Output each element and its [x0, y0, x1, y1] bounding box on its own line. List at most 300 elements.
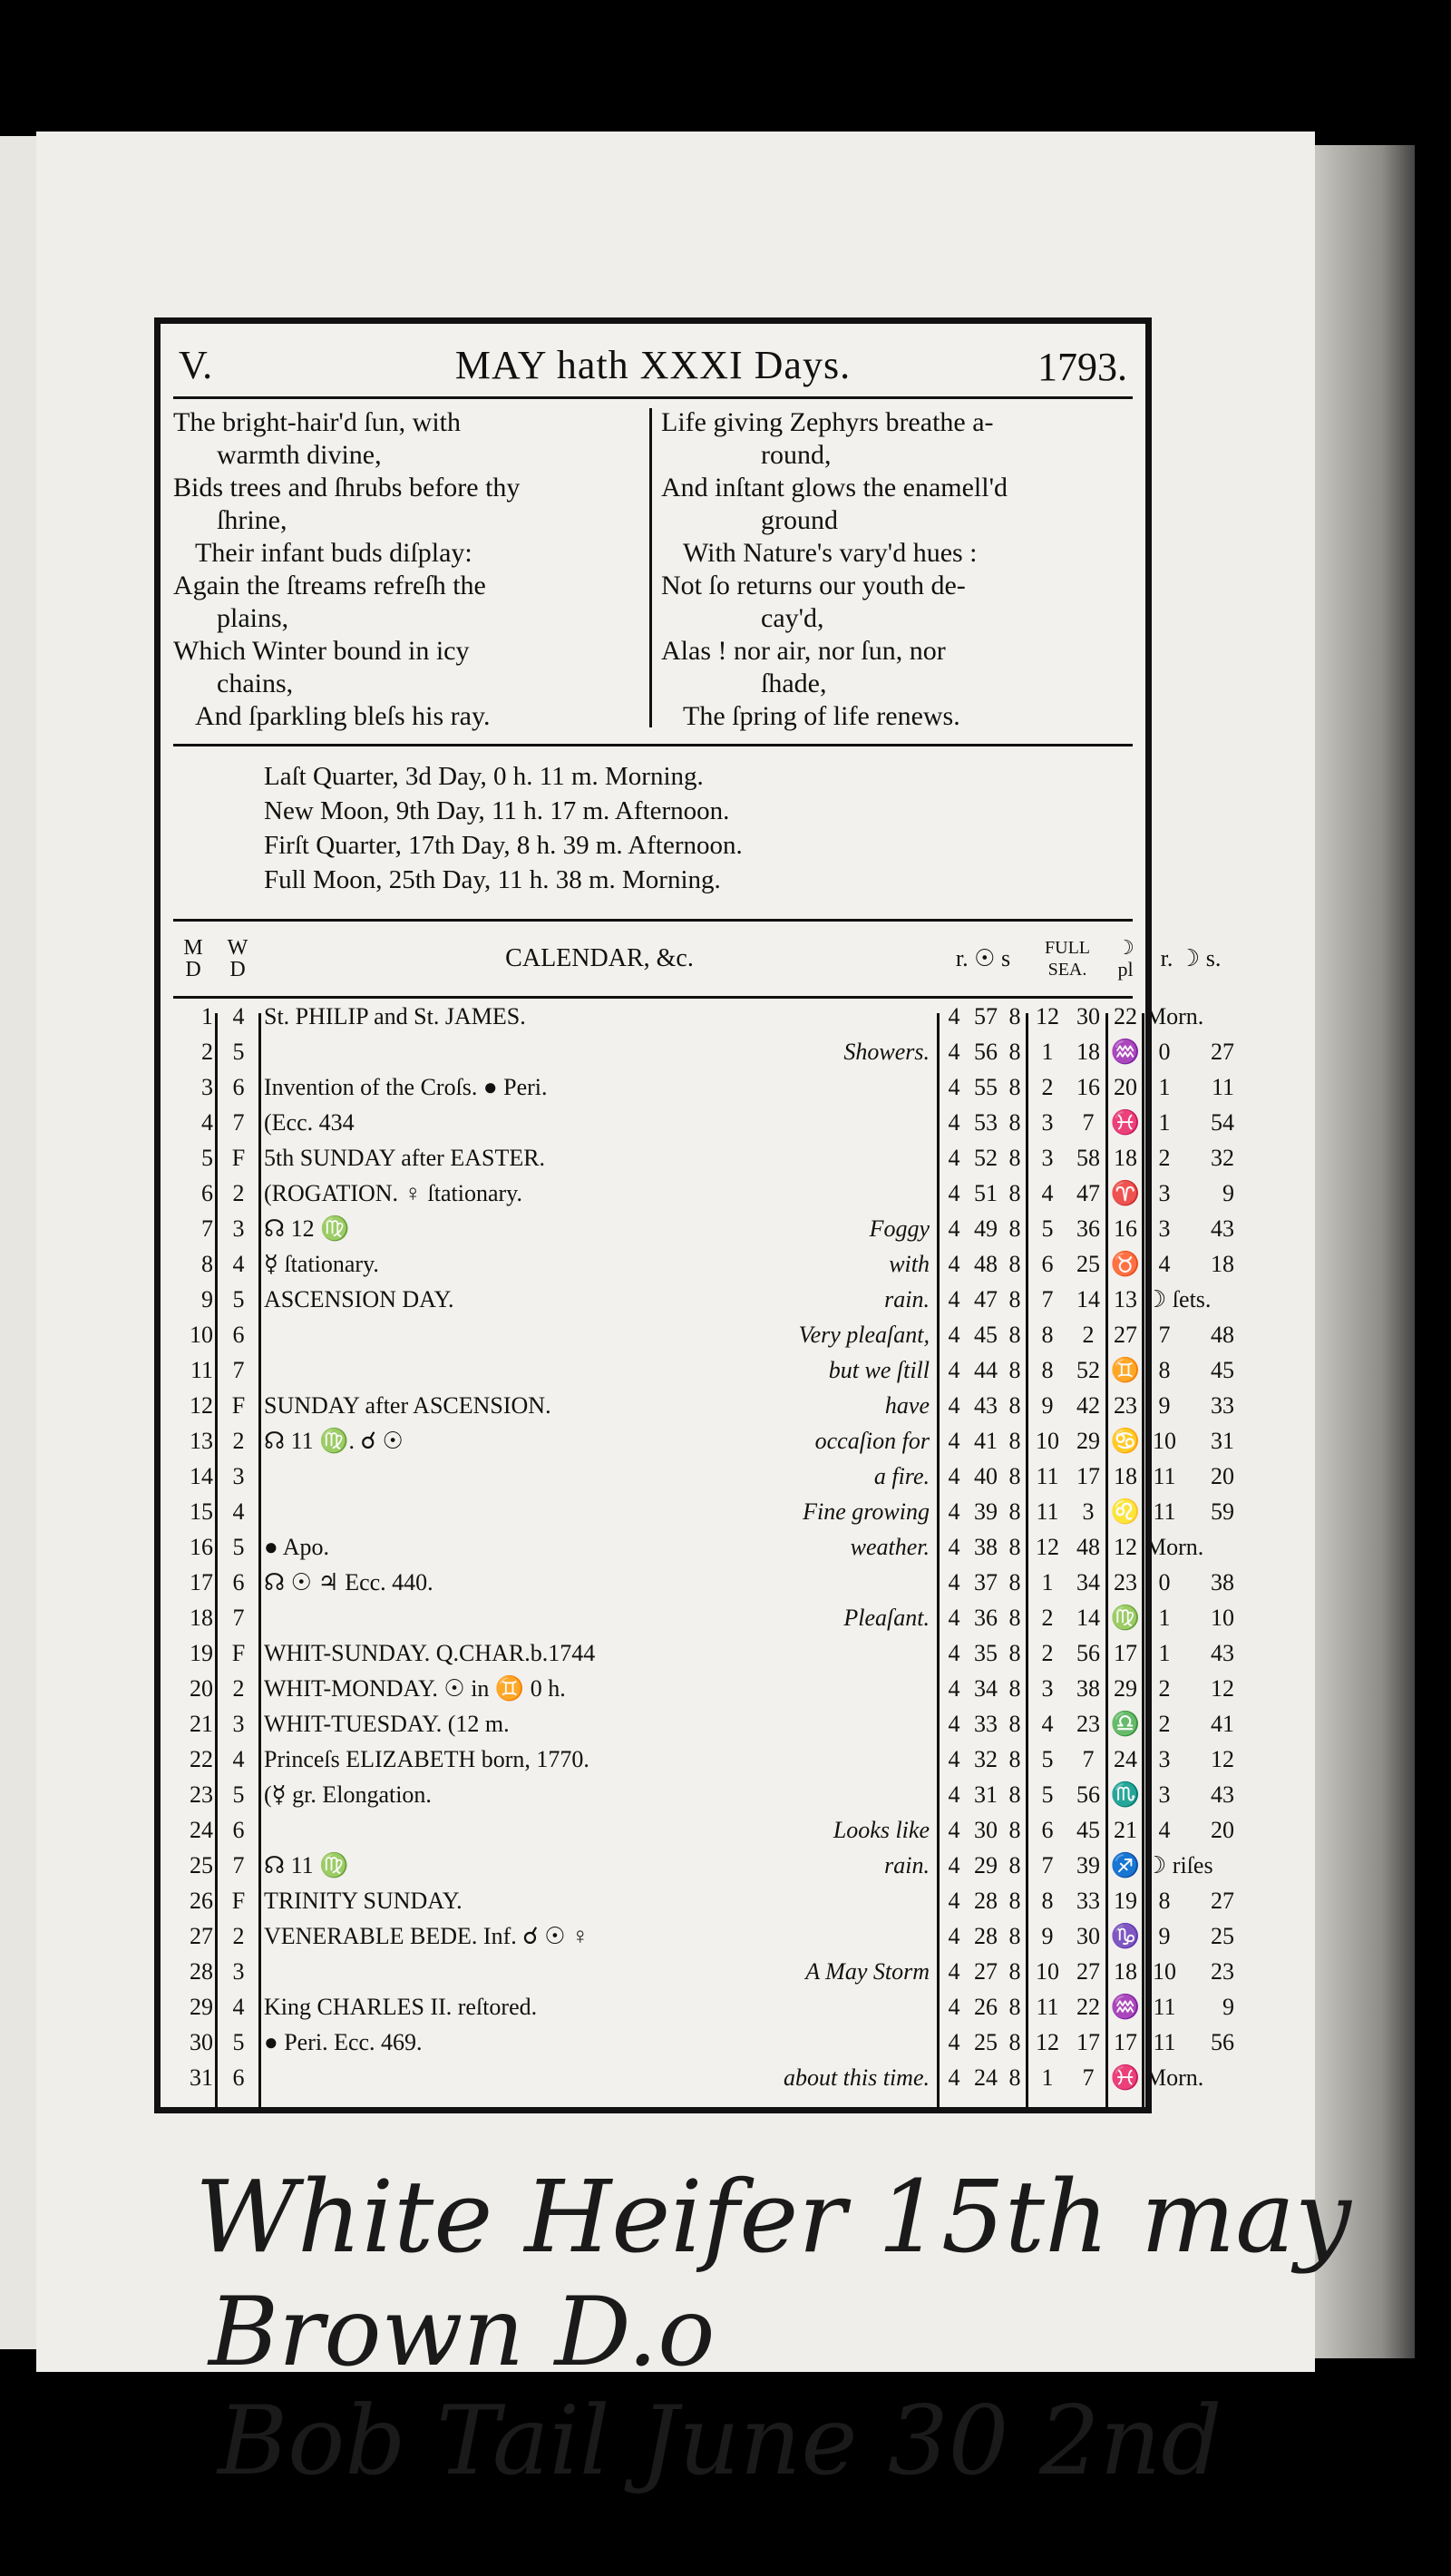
moon-rise-hour-cell: 3 [1158, 1746, 1171, 1772]
sunrise-hour-cell: 4 [948, 1888, 960, 1914]
event-text: Princeſs ELIZABETH born, 1770. [264, 1746, 589, 1772]
sunrise-minute-cell: 27 [974, 1958, 998, 1985]
month-day-cell: 6 [201, 1180, 213, 1206]
moon-place-cell: ♈ [1110, 1180, 1141, 1206]
col-header-month-day: M D [183, 936, 203, 981]
full-sea-minute-cell: 14 [1076, 1286, 1100, 1312]
moon-place-cell: ♌ [1110, 1498, 1141, 1525]
sunset-hour-cell: 8 [1008, 1675, 1021, 1702]
sunrise-minute-cell: 48 [974, 1251, 998, 1277]
event-cell [264, 1782, 935, 1808]
table-row [173, 1675, 1234, 1702]
poem-line: The ſpring of life renews. [683, 701, 960, 731]
week-day-cell: 6 [232, 1074, 245, 1100]
full-sea-hour-cell: 6 [1041, 1251, 1054, 1277]
col-header-week-day: W D [227, 936, 248, 981]
sunrise-minute-cell: 36 [974, 1605, 998, 1631]
moon-rise-minute-cell: 11 [1211, 1074, 1234, 1100]
moon-place-cell: 22 [1114, 1003, 1137, 1029]
handwritten-note: White Heifer 15th may [195, 2159, 1351, 2275]
moon-place-cell: 19 [1114, 1888, 1137, 1914]
week-day-cell: 7 [232, 1357, 245, 1383]
sunrise-minute-cell: 38 [974, 1534, 998, 1560]
sunrise-hour-cell: 4 [948, 1039, 960, 1065]
week-day-cell: 4 [232, 1994, 245, 2020]
sunrise-minute-cell: 34 [974, 1675, 998, 1702]
moon-place-cell: 20 [1114, 1074, 1137, 1100]
sunset-hour-cell: 8 [1008, 1357, 1021, 1383]
sunset-hour-cell: 8 [1008, 1003, 1021, 1029]
poem-left-column [173, 406, 640, 733]
sunrise-minute-cell: 28 [974, 1888, 998, 1914]
handwritten-note: Bob Tail June 30 2nd [218, 2386, 1222, 2496]
poem-line: And ſparkling bleſs his ray. [195, 701, 491, 731]
moon-rise-hour-cell: 8 [1158, 1357, 1171, 1383]
event-cell [264, 1641, 935, 1666]
table-row [173, 1180, 1234, 1206]
sunset-hour-cell: 8 [1008, 1923, 1021, 1949]
month-day-cell: 5 [201, 1145, 213, 1171]
full-sea-minute-cell: 39 [1076, 1852, 1100, 1878]
month-day-cell: 2 [201, 1039, 213, 1065]
moon-place-cell: ♋ [1110, 1428, 1141, 1454]
event-cell [264, 1676, 935, 1702]
full-sea-minute-cell: 7 [1082, 2064, 1095, 2091]
poem-line: Bids trees and ſhrubs before thy [173, 473, 521, 503]
event-text: ☊ ☉ ♃ Ecc. 440. [264, 1569, 433, 1595]
weather-note: rain. [884, 1852, 930, 1878]
month-day-cell: 4 [201, 1109, 213, 1136]
weather-note: rain. [884, 1286, 930, 1312]
sunrise-hour-cell: 4 [948, 1109, 960, 1136]
full-sea-hour-cell: 4 [1041, 1711, 1054, 1737]
sunrise-hour-cell: 4 [948, 1711, 960, 1737]
poem-line: Alas ! nor air, nor ſun, nor [661, 636, 946, 666]
moon-rise-hour-cell: 11 [1153, 1994, 1176, 2020]
full-sea-hour-cell: 2 [1041, 1074, 1054, 1100]
moon-rise-hour-cell: 0 [1158, 1569, 1171, 1595]
moon-phases [173, 746, 1133, 919]
table-row [173, 1711, 1234, 1737]
full-sea-hour-cell: 8 [1041, 1322, 1054, 1348]
month-day-cell: 24 [190, 1817, 213, 1843]
full-sea-hour-cell: 10 [1036, 1428, 1059, 1454]
month-day-cell: 21 [190, 1711, 213, 1737]
week-day-cell: F [231, 1145, 246, 1171]
poem-line: And inſtant glows the enamell'd [661, 473, 1008, 503]
table-row [173, 1817, 1234, 1843]
col-header-moon-rise: r. ☽ s. [1160, 945, 1222, 971]
table-row [173, 1746, 1234, 1772]
moon-rise-hour-cell: 9 [1158, 1923, 1171, 1949]
full-sea-hour-cell: 11 [1036, 1498, 1059, 1525]
moon-rise-hour-cell: Morn. [1145, 2064, 1204, 2091]
week-day-cell: 4 [232, 1251, 245, 1277]
moon-rise-minute-cell: 43 [1211, 1781, 1234, 1808]
table-row [173, 2064, 1204, 2091]
column-divider [258, 1013, 261, 2109]
sunrise-minute-cell: 53 [974, 1109, 998, 1136]
weather-note: Looks like [833, 1817, 930, 1843]
moon-rise-hour-cell: 9 [1158, 1392, 1171, 1419]
month-day-cell: 16 [190, 1534, 213, 1560]
sunrise-minute-cell: 29 [974, 1852, 998, 1878]
month-day-cell: 3 [201, 1074, 213, 1100]
full-sea-minute-cell: 18 [1076, 1039, 1100, 1065]
full-sea-minute-cell: 36 [1076, 1215, 1100, 1242]
sunrise-hour-cell: 4 [948, 1392, 960, 1419]
moon-rise-hour-cell: 3 [1158, 1781, 1171, 1808]
full-sea-hour-cell: 3 [1041, 1675, 1054, 1702]
sunrise-hour-cell: 4 [948, 1180, 960, 1206]
sunrise-minute-cell: 33 [974, 1711, 998, 1737]
table-row [173, 1003, 1204, 1029]
sunrise-minute-cell: 28 [974, 1923, 998, 1949]
sunset-hour-cell: 8 [1008, 1569, 1021, 1595]
weather-note: have [884, 1392, 930, 1419]
event-text: (ROGATION. ♀ ſtationary. [264, 1180, 522, 1206]
poem-line: chains, [217, 668, 294, 698]
month-day-cell: 25 [190, 1852, 213, 1878]
poem-line: Again the ſtreams refreſh the [173, 571, 486, 600]
month-day-cell: 27 [190, 1923, 213, 1949]
sunset-hour-cell: 8 [1008, 1463, 1021, 1489]
week-day-cell: F [231, 1888, 246, 1914]
table-row [173, 1569, 1234, 1595]
moon-rise-minute-cell: 32 [1211, 1145, 1234, 1171]
sunrise-hour-cell: 4 [948, 1923, 960, 1949]
sunrise-hour-cell: 4 [948, 2064, 960, 2091]
table-row [173, 1781, 1234, 1808]
table-row [173, 1145, 1234, 1171]
event-cell [264, 1712, 935, 1737]
full-sea-minute-cell: 29 [1076, 1428, 1100, 1454]
moon-rise-minute-cell: 54 [1211, 1109, 1234, 1136]
full-sea-minute-cell: 3 [1082, 1498, 1095, 1525]
full-sea-minute-cell: 48 [1076, 1534, 1100, 1560]
month-header [173, 331, 1133, 396]
table-row [173, 1428, 1234, 1454]
moon-rise-hour-cell: Morn. [1145, 1534, 1204, 1560]
weather-note: occaſion for [814, 1428, 930, 1454]
event-cell [264, 1181, 935, 1206]
moon-rise-hour-cell: 2 [1158, 1675, 1171, 1702]
poem-line: ſhade, [761, 668, 827, 698]
table-row [173, 1923, 1234, 1949]
moon-place-cell: 12 [1114, 1534, 1137, 1560]
sunrise-minute-cell: 56 [974, 1039, 998, 1065]
table-row [173, 2029, 1234, 2055]
month-day-cell: 13 [190, 1428, 213, 1454]
moon-rise-hour-cell: 0 [1158, 1039, 1171, 1065]
full-sea-minute-cell: 56 [1076, 1781, 1100, 1808]
full-sea-hour-cell: 9 [1041, 1923, 1054, 1949]
moon-place-cell: 17 [1114, 1640, 1137, 1666]
full-sea-minute-cell: 7 [1082, 1109, 1095, 1136]
sunrise-hour-cell: 4 [948, 1215, 960, 1242]
table-row [173, 1852, 1213, 1878]
moon-place-cell: ♓ [1110, 2064, 1141, 2091]
event-text: SUNDAY after ASCENSION. [264, 1392, 551, 1419]
full-sea-hour-cell: 10 [1036, 1958, 1059, 1985]
full-sea-minute-cell: 30 [1076, 1923, 1100, 1949]
column-divider [1142, 1013, 1144, 2109]
poem-line: Their infant buds diſplay: [195, 538, 472, 568]
col-header-moon-place: ☽ pl [1116, 936, 1135, 981]
moon-rise-hour-cell: ☽ ſets. [1145, 1286, 1212, 1312]
sunrise-minute-cell: 37 [974, 1569, 998, 1595]
week-day-cell: 4 [232, 1003, 245, 1029]
event-text: ☊ 12 ♍ [264, 1215, 350, 1242]
event-cell [264, 1075, 935, 1100]
table-row [173, 1498, 1234, 1525]
moon-place-cell: ♍ [1110, 1605, 1141, 1631]
sunrise-hour-cell: 4 [948, 1958, 960, 1985]
month-day-cell: 22 [190, 1746, 213, 1772]
moon-rise-hour-cell: Morn. [1145, 1003, 1204, 1029]
poem-line: With Nature's vary'd hues : [683, 538, 978, 568]
week-day-cell: 3 [232, 1463, 245, 1489]
moon-phase-line: New Moon, 9th Day, 11 h. 17 m. Afternoon. [264, 796, 730, 825]
moon-rise-minute-cell: 27 [1211, 1039, 1234, 1065]
week-day-cell: 3 [232, 1215, 245, 1242]
sunrise-hour-cell: 4 [948, 1605, 960, 1631]
event-cell [264, 1287, 935, 1312]
column-divider [1026, 1013, 1028, 2109]
sunrise-minute-cell: 55 [974, 1074, 998, 1100]
moon-rise-hour-cell: 11 [1153, 1498, 1176, 1525]
sunrise-hour-cell: 4 [948, 1145, 960, 1171]
moon-rise-hour-cell: 8 [1158, 1888, 1171, 1914]
month-day-cell: 31 [190, 2064, 213, 2091]
event-cell [264, 1888, 935, 1914]
moon-rise-minute-cell: 12 [1211, 1675, 1234, 1702]
full-sea-minute-cell: 56 [1076, 1640, 1100, 1666]
moon-place-cell: 29 [1114, 1675, 1137, 1702]
sunset-hour-cell: 8 [1008, 1074, 1021, 1100]
sunrise-minute-cell: 44 [974, 1357, 998, 1383]
full-sea-minute-cell: 2 [1082, 1322, 1095, 1348]
sunset-hour-cell: 8 [1008, 1392, 1021, 1419]
moon-phase-line: Firſt Quarter, 17th Day, 8 h. 39 m. Afternoon. [264, 831, 743, 860]
week-day-cell: 5 [232, 1781, 245, 1808]
moon-rise-hour-cell: 1 [1158, 1640, 1171, 1666]
event-cell [264, 1853, 935, 1878]
sunset-hour-cell: 8 [1008, 1251, 1021, 1277]
full-sea-minute-cell: 47 [1076, 1180, 1100, 1206]
full-sea-minute-cell: 17 [1076, 1463, 1100, 1489]
full-sea-hour-cell: 1 [1041, 1039, 1054, 1065]
poem-line: Not ſo returns our youth de- [661, 571, 966, 600]
weather-note: Very pleaſant, [798, 1322, 930, 1348]
weather-note: Fine growing [803, 1498, 930, 1525]
weather-note: weather. [850, 1534, 930, 1560]
poem-line: warmth divine, [217, 440, 382, 470]
week-day-cell: 5 [232, 2029, 245, 2055]
moon-place-cell: ♉ [1110, 1251, 1141, 1277]
month-day-cell: 8 [201, 1251, 213, 1277]
sunrise-hour-cell: 4 [948, 1675, 960, 1702]
sunrise-minute-cell: 31 [974, 1781, 998, 1808]
moon-rise-minute-cell: 48 [1211, 1322, 1234, 1348]
sunrise-hour-cell: 4 [948, 1322, 960, 1348]
moon-rise-hour-cell: 4 [1158, 1817, 1171, 1843]
moon-rise-minute-cell: 18 [1211, 1251, 1234, 1277]
moon-rise-hour-cell: 4 [1158, 1251, 1171, 1277]
weather-note: a fire. [873, 1463, 930, 1489]
moon-place-cell: 24 [1114, 1746, 1137, 1772]
column-divider [937, 1013, 940, 2109]
moon-place-cell: 18 [1114, 1145, 1137, 1171]
page-edge-shadow [1306, 145, 1415, 2358]
month-day-cell: 15 [190, 1498, 213, 1525]
full-sea-minute-cell: 30 [1076, 1003, 1100, 1029]
weather-note: about this time. [783, 2064, 930, 2091]
moon-place-cell: ♎ [1110, 1711, 1141, 1737]
sunset-hour-cell: 8 [1008, 1781, 1021, 1808]
moon-place-cell: ♒ [1110, 1994, 1141, 2020]
moon-rise-minute-cell: 12 [1211, 1746, 1234, 1772]
sunset-hour-cell: 8 [1008, 1817, 1021, 1843]
sunset-hour-cell: 8 [1008, 1605, 1021, 1631]
sunrise-hour-cell: 4 [948, 1746, 960, 1772]
week-day-cell: 2 [232, 1923, 245, 1949]
full-sea-minute-cell: 58 [1076, 1145, 1100, 1171]
sunrise-minute-cell: 39 [974, 1498, 998, 1525]
moon-rise-minute-cell: 10 [1211, 1605, 1234, 1631]
full-sea-hour-cell: 2 [1041, 1605, 1054, 1631]
full-sea-hour-cell: 1 [1041, 2064, 1054, 2091]
sunset-hour-cell: 8 [1008, 1640, 1021, 1666]
event-cell [264, 2030, 935, 2055]
sunrise-minute-cell: 47 [974, 1286, 998, 1312]
full-sea-minute-cell: 34 [1076, 1569, 1100, 1595]
event-text: ● Apo. [264, 1534, 330, 1560]
poem-line: round, [761, 440, 832, 470]
full-sea-hour-cell: 7 [1041, 1852, 1054, 1878]
table-row [173, 1251, 1234, 1277]
sunrise-hour-cell: 4 [948, 1251, 960, 1277]
table-row [173, 1605, 1234, 1631]
table-row [173, 1392, 1234, 1419]
month-day-cell: 19 [190, 1640, 213, 1666]
sunrise-hour-cell: 4 [948, 1357, 960, 1383]
event-text: ☊ 11 ♍ [264, 1852, 349, 1878]
calendar-header-rule [173, 996, 1133, 999]
sunset-hour-cell: 8 [1008, 2064, 1021, 2091]
full-sea-minute-cell: 23 [1076, 1711, 1100, 1737]
month-day-cell: 29 [190, 1994, 213, 2020]
moon-place-cell: 27 [1114, 1322, 1137, 1348]
table-row [173, 1286, 1212, 1312]
sunrise-minute-cell: 51 [974, 1180, 998, 1206]
sunrise-hour-cell: 4 [948, 1994, 960, 2020]
full-sea-hour-cell: 8 [1041, 1357, 1054, 1383]
event-text: Invention of the Croſs. ● Peri. [264, 1074, 548, 1100]
moon-place-cell: ♏ [1110, 1781, 1141, 1808]
sunrise-hour-cell: 4 [948, 1569, 960, 1595]
sunset-hour-cell: 8 [1008, 1145, 1021, 1171]
full-sea-minute-cell: 38 [1076, 1675, 1100, 1702]
full-sea-minute-cell: 16 [1076, 1074, 1100, 1100]
sunrise-minute-cell: 52 [974, 1145, 998, 1171]
month-day-cell: 10 [190, 1322, 213, 1348]
event-text: (Ecc. 434 [264, 1109, 355, 1136]
event-text: King CHARLES II. reſtored. [264, 1994, 538, 2020]
event-text: WHIT-SUNDAY. Q.CHAR.b.1744 [264, 1640, 596, 1666]
sunrise-minute-cell: 32 [974, 1746, 998, 1772]
moon-rise-hour-cell: 11 [1153, 2029, 1176, 2055]
full-sea-hour-cell: 3 [1041, 1109, 1054, 1136]
month-day-cell: 18 [190, 1605, 213, 1631]
sunrise-minute-cell: 40 [974, 1463, 998, 1489]
event-text: WHIT-MONDAY. ☉ in ♊ 0 h. [264, 1675, 566, 1702]
moon-rise-hour-cell: 1 [1158, 1074, 1171, 1100]
event-text: ☿ ſtationary. [264, 1251, 379, 1277]
event-cell [264, 1429, 935, 1454]
sunrise-hour-cell: 4 [948, 1852, 960, 1878]
sunset-hour-cell: 8 [1008, 1534, 1021, 1560]
sunset-hour-cell: 8 [1008, 1180, 1021, 1206]
sunrise-hour-cell: 4 [948, 1781, 960, 1808]
full-sea-minute-cell: 14 [1076, 1605, 1100, 1631]
sunrise-hour-cell: 4 [948, 1498, 960, 1525]
month-day-cell: 9 [201, 1286, 213, 1312]
moon-rise-minute-cell: 27 [1211, 1888, 1234, 1914]
poem-line: The bright-hair'd ſun, with [173, 407, 462, 437]
week-day-cell: 2 [232, 1180, 245, 1206]
month-title: MAY hath XXXI Days. [454, 343, 852, 387]
weather-note: Foggy [869, 1215, 930, 1242]
sunset-hour-cell: 8 [1008, 1428, 1021, 1454]
moon-rise-minute-cell: 41 [1211, 1711, 1234, 1737]
event-text: (☿ gr. Elongation. [264, 1781, 432, 1808]
moon-place-cell: 23 [1114, 1392, 1137, 1419]
moon-rise-hour-cell: 3 [1158, 1215, 1171, 1242]
full-sea-hour-cell: 11 [1036, 1994, 1059, 2020]
sunset-hour-cell: 8 [1008, 1215, 1021, 1242]
moon-place-cell: 13 [1114, 1286, 1137, 1312]
event-text: ● Peri. Ecc. 469. [264, 2029, 423, 2055]
sunrise-minute-cell: 41 [974, 1428, 998, 1454]
sunrise-minute-cell: 26 [974, 1994, 998, 2020]
event-text: TRINITY SUNDAY. [264, 1888, 463, 1914]
weather-note: Showers. [843, 1039, 930, 1065]
event-text: 5th SUNDAY after EASTER. [264, 1145, 546, 1171]
sunset-hour-cell: 8 [1008, 1109, 1021, 1136]
calendar-header [173, 922, 1222, 996]
moon-place-cell: 17 [1114, 2029, 1137, 2055]
sunrise-hour-cell: 4 [948, 1463, 960, 1489]
full-sea-hour-cell: 2 [1041, 1640, 1054, 1666]
full-sea-minute-cell: 52 [1076, 1357, 1100, 1383]
moon-rise-hour-cell: 3 [1158, 1180, 1171, 1206]
full-sea-hour-cell: 11 [1036, 1463, 1059, 1489]
table-row [173, 1074, 1234, 1100]
poem-line: Life giving Zephyrs breathe a- [661, 407, 994, 437]
week-day-cell: 3 [232, 1711, 245, 1737]
full-sea-hour-cell: 5 [1041, 1215, 1054, 1242]
month-day-cell: 26 [190, 1888, 213, 1914]
sunrise-minute-cell: 35 [974, 1640, 998, 1666]
week-day-cell: 6 [232, 1322, 245, 1348]
moon-place-cell: 16 [1114, 1215, 1137, 1242]
moon-rise-minute-cell: 43 [1211, 1215, 1234, 1242]
sunrise-minute-cell: 57 [974, 1003, 998, 1029]
sunset-hour-cell: 8 [1008, 1852, 1021, 1878]
moon-place-cell: ♑ [1110, 1923, 1141, 1949]
event-text: ASCENSION DAY. [264, 1286, 454, 1312]
